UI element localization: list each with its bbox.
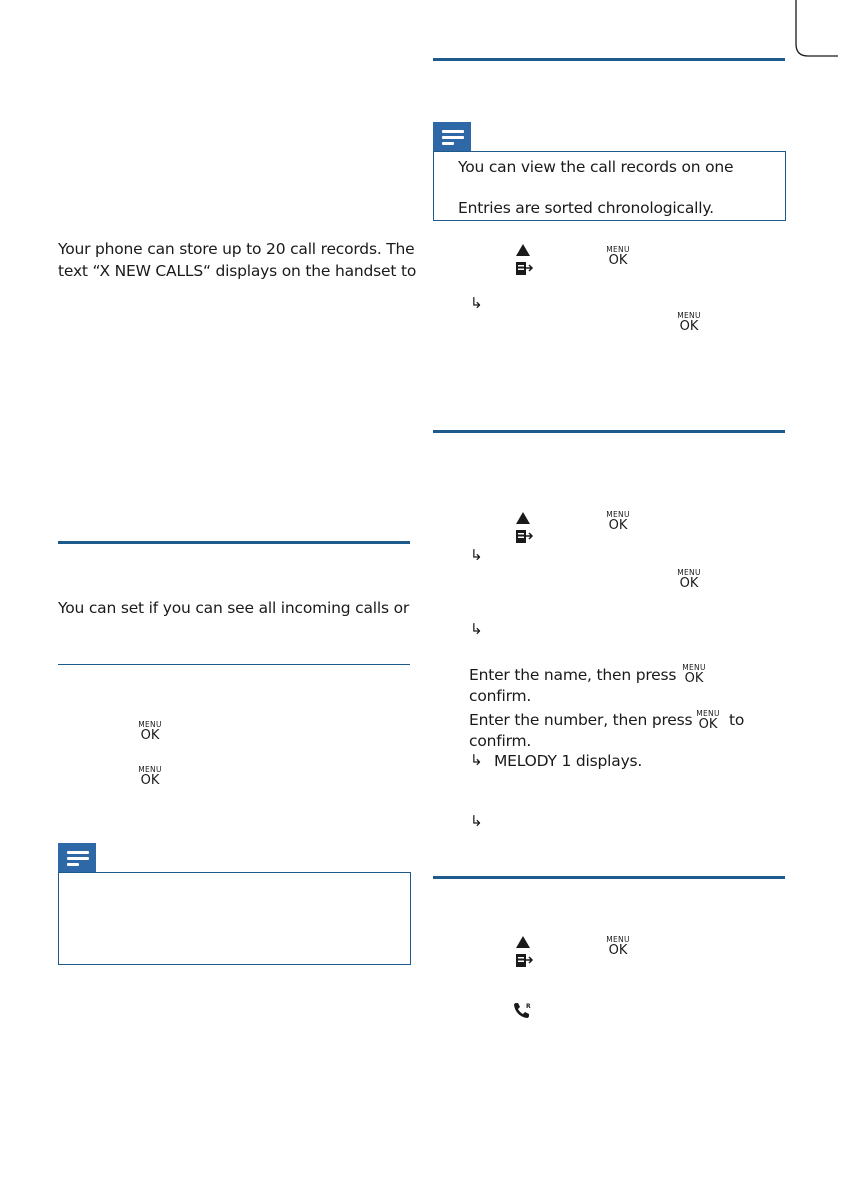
- svg-text:R: R: [526, 1003, 531, 1010]
- note-line-2: Entries are sorted chronologically.: [458, 199, 714, 217]
- melody-result: MELODY 1 displays.: [494, 752, 643, 770]
- note-line-1: You can view the call records on one: [458, 158, 734, 176]
- section-rule-view-call-records: [433, 58, 785, 61]
- subsection-rule: [58, 664, 410, 665]
- result-arrow-icon: ↳: [470, 546, 483, 564]
- page-edge-mark: [788, 0, 838, 60]
- intro-line-2: text “X NEW CALLS“ displays on the handset to: [58, 262, 417, 280]
- result-arrow-icon: ↳: [470, 812, 483, 830]
- menu-ok-key-icon: MENU OK: [606, 935, 630, 958]
- redial-icon: [512, 1000, 534, 1020]
- save-step-number: Enter the number, then press: [469, 711, 693, 729]
- menu-ok-key-icon: MENU OK: [138, 765, 162, 788]
- result-arrow-icon: ↳: [470, 751, 483, 769]
- up-navigation-icon: [512, 510, 534, 546]
- note-icon: [58, 843, 96, 873]
- menu-ok-key-icon: MENU OK: [677, 311, 701, 334]
- section-rule-call-back: [433, 876, 785, 879]
- save-step-number-tail: confirm.: [469, 732, 532, 750]
- save-step-number-to: to: [729, 711, 745, 729]
- setting-text: You can set if you can see all incoming calls or: [58, 599, 410, 617]
- result-arrow-icon: ↳: [470, 294, 483, 312]
- up-navigation-icon: [512, 934, 534, 970]
- menu-ok-key-icon: MENU OK: [696, 709, 720, 732]
- menu-ok-key-icon: MENU OK: [606, 245, 630, 268]
- section-rule-save-call-record: [433, 430, 785, 433]
- menu-ok-key-icon: MENU OK: [138, 720, 162, 743]
- note-box-left: [58, 872, 411, 965]
- save-step-name-tail: confirm.: [469, 687, 532, 705]
- menu-ok-key-icon: MENU OK: [677, 568, 701, 591]
- save-step-name: Enter the name, then press: [469, 666, 677, 684]
- intro-line-1: Your phone can store up to 20 call records. The: [58, 240, 415, 258]
- section-rule-call-list-type: [58, 541, 410, 544]
- note-icon: [433, 122, 471, 152]
- menu-ok-key-icon: MENU OK: [682, 663, 706, 686]
- menu-ok-key-icon: MENU OK: [606, 510, 630, 533]
- up-navigation-icon: [512, 242, 534, 278]
- result-arrow-icon: ↳: [470, 620, 483, 638]
